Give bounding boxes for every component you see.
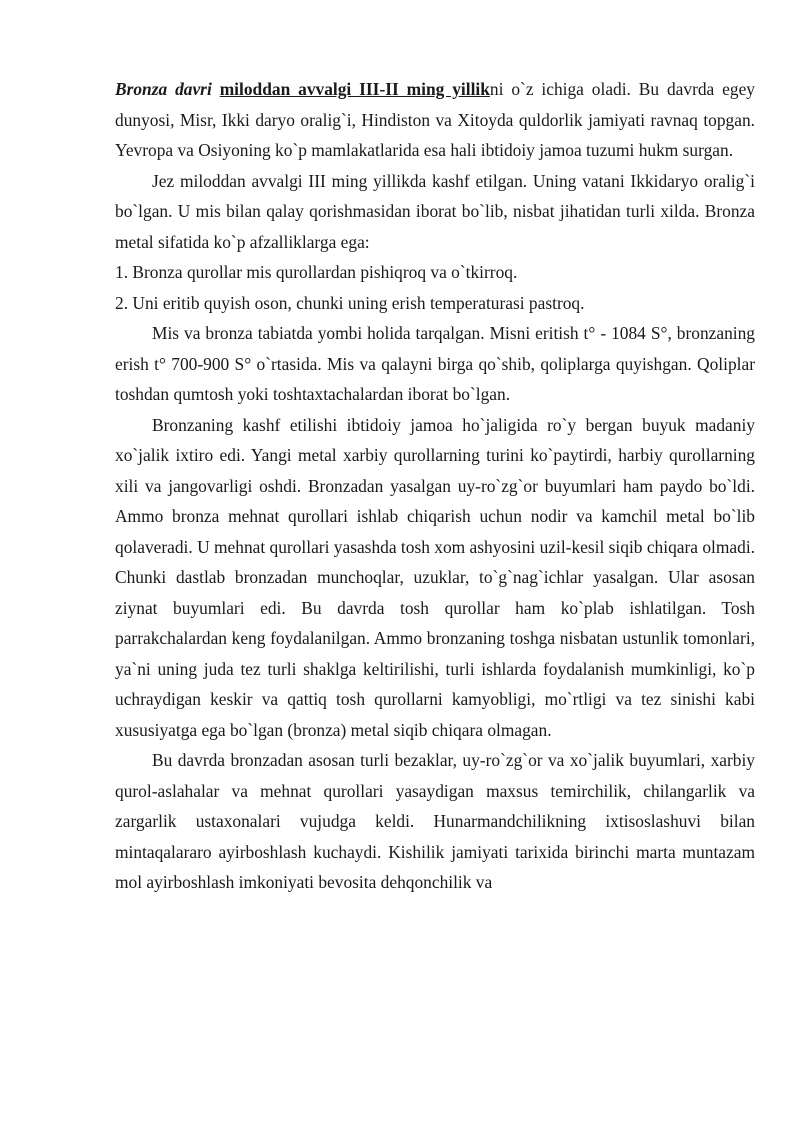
paragraph-mis: Mis va bronza tabiatda yombi holida tarqalgan. Misni eritish t° - 1084 S°, bronzaning erish t° 700-900 S° o`rtasida. Mis va qalayni birga qo`shib, qoliplarga quyishgan. Qoliplar toshdan qumtosh yoki toshtaxtachalardan iborat bo`lgan.	[115, 323, 755, 404]
paragraph-intro-text: ni o`z ichiga oladi. Bu davrda egey dunyosi, Misr, Ikki daryo oralig`i, Hindiston va Xitoyda quldorlik jamiyati ravnaq topgan. Yevropa va Osiyoning ko`p mamlakatlarida esa hali ibtidoiy jamoa tuzumi hukm surgan.	[115, 79, 755, 160]
paragraph-kashf: Bronzaning kashf etilishi ibtidoiy jamoa ho`jaligida ro`y bergan buyuk madaniy xo`jalik ixtiro edi. Yangi metal xarbiy qurollarning turini ko`paytirdi, harbiy qurollarning xili va jangovarligi oshdi. Bronzadan yasalgan uy-ro`zg`or buyumlari ham paydo bo`ldi. Ammo bronza mehnat qurollari ishlab chiqarish uchun nodir va kamchil metal bo`lib qolaveradi. U mehnat qurollari yasashda tosh xom ashyosini uzil-kesil siqib chiqara olmadi. Chunki dastlab bronzadan munchoqlar, uzuklar, to`g`nag`ichlar yasalgan. Ular asosan ziynat buyumlari edi. Bu davrda tosh qurollar ham ko`plab ishlatilgan. Tosh parrakchalardan keng foydalanilgan. Ammo bronzaning toshga nisbatan ustunlik tomonlari, ya`ni uning juda tez turli shaklga keltirilishi, turli ishlarda foydalanish mumkinligi, ko`p uchraydigan keskir va qattiq tosh qurollarni kamyobligi, mo`rtligi va tez sinishi kabi xususiyatga ega bo`lgan (bronza) metal siqib chiqara olmagan.	[115, 414, 755, 740]
term-bronza-davri: Bronza davri	[115, 79, 212, 99]
date-range-highlight: miloddan avvalgi III-II ming yillik	[219, 79, 490, 99]
paragraph-ustaxonalar: Bu davrda bronzadan asosan turli bezaklar, uy-ro`zg`or va xo`jalik buyumlari, xarbiy qurol-aslahalar va mehnat qurollari yasaydigan maxsus temirchilik, chilangarlik va zargarlik ustaxonalari vujudga keldi. Hunarmandchilikning ixtisoslashuvi bilan mintaqalararo ayirboshlash kuchaydi. Kishilik jamiyati tarixida birinchi marta muntazam mol ayirboshlash imkoniyati bevosita dehqonchilik va	[115, 750, 755, 892]
list-item: 2. Uni eritib quyish oson, chunki uning erish temperaturasi pastroq.	[115, 292, 585, 313]
paragraph-jez: Jez miloddan avvalgi III ming yillikda kashf etilgan. Uning vatani Ikkidaryo oralig`i bo`lgan. U mis bilan qalay qorishmasidan iborat bo`lib, nisbat jihatidan turli xilda. Bronza metal sifatida ko`p afzalliklarga ega:	[115, 170, 755, 252]
list-item: 1. Bronza qurollar mis qurollardan pishiqroq va o`tkirroq.	[115, 262, 518, 282]
paragraph-intro	[115, 74, 755, 166]
document-body	[115, 74, 755, 898]
